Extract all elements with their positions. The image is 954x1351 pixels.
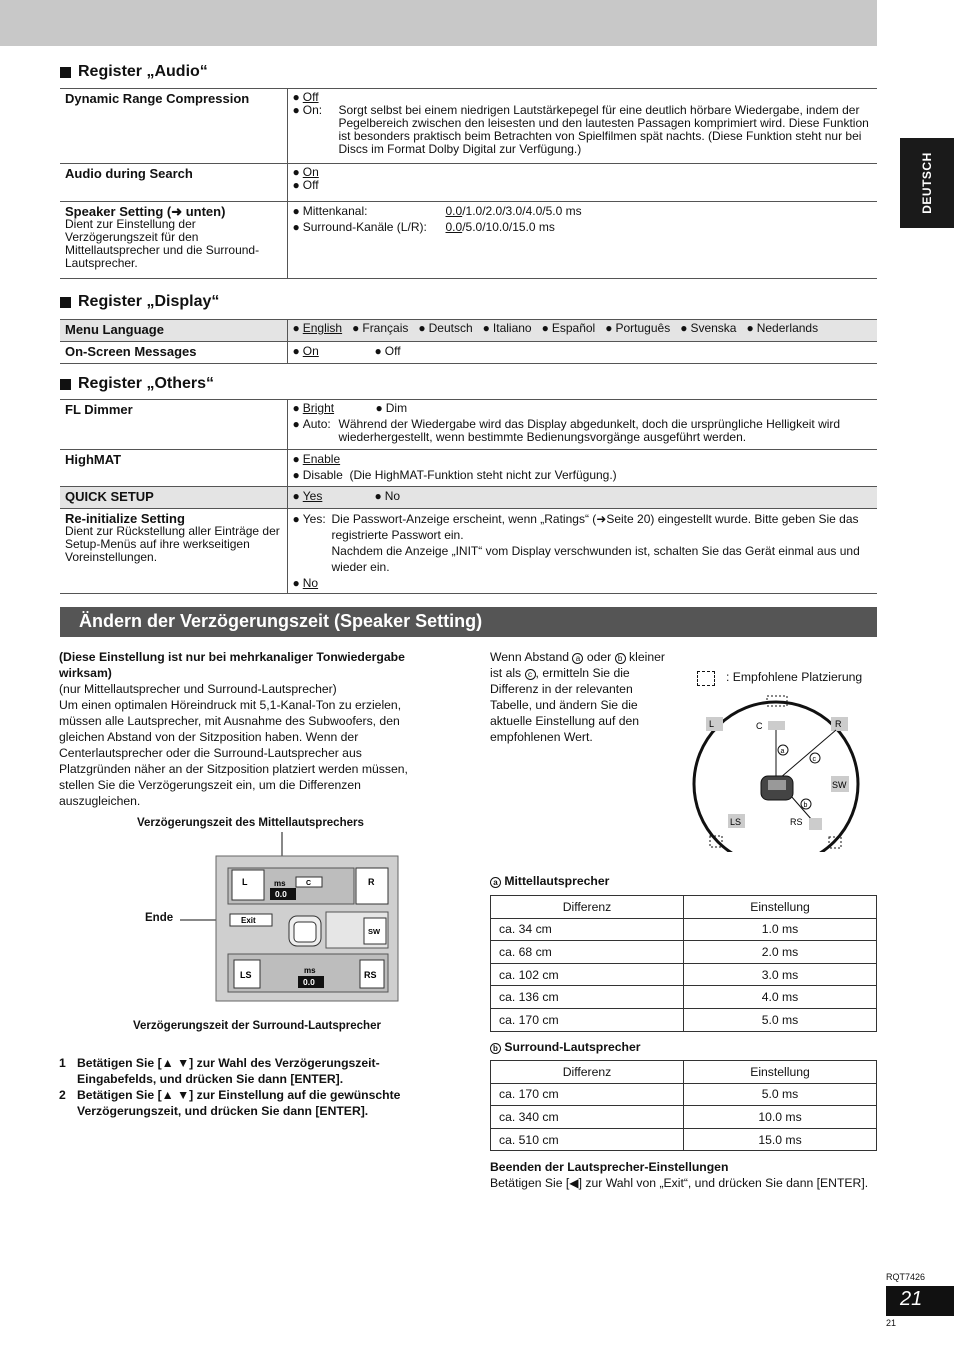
quick-yes-option: Yes [302, 489, 323, 503]
circle-b-icon: b [615, 653, 626, 664]
table-b-title-text: Surround-Lautsprecher [504, 1040, 641, 1054]
diff-cell: ca. 170 cm [491, 1008, 684, 1031]
surround-values: /5.0/10.0/15.0 ms [462, 220, 555, 234]
table-row [491, 1083, 877, 1106]
center-delay-table [490, 895, 877, 1032]
setting-cell: 1.0 ms [684, 918, 877, 941]
col-set-header: Einstellung [684, 896, 877, 919]
circle-a-icon: a [490, 877, 501, 888]
col-set-header: Einstellung [684, 1061, 877, 1084]
table-row [60, 202, 877, 279]
highmat-enable-option: Enable [302, 452, 341, 466]
speaker-desc: Dient zur Einstellung der Verzögerungszeit für den Mittellautsprecher und die Surround-Lautsprecher. [65, 217, 260, 270]
osm-label: On-Screen Messages [60, 342, 287, 364]
audio-table [60, 88, 877, 279]
others-heading [60, 375, 214, 393]
audio-heading-text: Register „Audio“ [78, 63, 208, 80]
fl-dimmer-options: ● Bright ● Dim ● Auto: Während der Wiedergabe wird das Display abgedunkelt, doch die ursprüngliche Helligkeit wird wiederhergestellt, wenn bestimmte Bedienungsvorgänge ausgeführt werden. [287, 400, 877, 450]
reinit-yes-key: Yes: [302, 512, 326, 526]
table-row [491, 918, 877, 941]
step1-text: Betätigen Sie [▲ ▼] zur Wahl des Verzögerungszeit-Eingabefelds, und drücken Sie dann [ENTER]. [77, 1056, 380, 1086]
search-off-option: Off [302, 178, 319, 192]
screen-R: R [368, 877, 375, 887]
display-heading [60, 293, 219, 311]
fl-dimmer-label: FL Dimmer [60, 400, 287, 450]
top-bar [0, 0, 877, 46]
right-text-2: oder [586, 650, 612, 664]
end-instructions [490, 1159, 877, 1191]
table-row [491, 941, 877, 964]
diagram-R: R [835, 719, 842, 729]
diagram-b: b [803, 802, 808, 809]
screen-ms-bottom: ms [304, 966, 316, 975]
table-row [491, 1128, 877, 1151]
quick-no-option: No [384, 489, 401, 503]
speaker-placement-diagram [688, 692, 863, 852]
end-text: Betätigen Sie [◀] zur Wahl von „Exit“, und drücken Sie dann [ENTER]. [490, 1176, 869, 1190]
diagram-C: C [756, 721, 763, 731]
intro-sub: (nur Mittellautsprecher und Surround-Lautsprecher) [59, 682, 337, 696]
drc-label: Dynamic Range Compression [60, 89, 287, 164]
intro-text [59, 649, 429, 809]
reinit-no-option: No [302, 576, 319, 590]
screen-C: C [306, 880, 312, 887]
reinit-options: ● Yes: Die Passwort-Anzeige erscheint, wenn „Ratings“ (➜Seite 20) eingestellt wurde. Bitte geben Sie das registrierte Passwort ein. Nachdem die Anzeige „INIT“ vom Display verschwunden ist, schalten Sie das Gerät einmal aus und wieder ein. ● No [287, 509, 877, 594]
language-option: ● Deutsch [418, 321, 473, 335]
language-option: ● Français [352, 321, 409, 335]
drc-on-key: On: [302, 103, 323, 117]
highmat-options: ● Enable ● Disable (Die HighMAT-Funktion steht nicht zur Verfügung.) [287, 450, 877, 487]
osm-off-option: Off [384, 344, 401, 358]
table-header-row [491, 896, 877, 919]
table-row [60, 342, 877, 364]
right-text-3: kleiner ist als [490, 650, 665, 680]
setting-cell: 4.0 ms [684, 986, 877, 1009]
setting-cell: 5.0 ms [684, 1008, 877, 1031]
col-diff-header: Differenz [491, 1061, 684, 1084]
highmat-label: HighMAT [60, 450, 287, 487]
table-row [60, 450, 877, 487]
col-diff-header: Differenz [491, 896, 684, 919]
dashed-square-icon [697, 671, 715, 686]
table-b-title [490, 1039, 641, 1055]
drc-on-text: Sorgt selbst bei einem niedrigen Lautstärkepegel für eine deutlich hörbare Wiedergabe, indem der Pegelbereich zwischen den leisesten und den lautesten Passagen komprimiert wird. Diese Funktion ist besonders praktisch beim Betrachten von Spielfilmen spät nachts. (Diese Funktion steht nur bei Discs im Format Dolby Digital zur Verfügung.) [338, 103, 869, 156]
osm-options: ● On ● Off [287, 342, 877, 364]
center-default: 0.0 [445, 204, 463, 218]
intro-body: Um einen optimalen Höreindruck mit 5,1-Kanal-Ton zu erzielen, müssen alle Lautsprecher, mit Ausnahme des Subwoofers, den gleichen Abstand von der Sitzposition haben. Wenn der Centerlautsprecher oder die Surround-Lautsprecher aus Platzgründen näher an der Sitzposition platziert werden müssen, stellen Sie die Verzögerungszeit ein, um die Differenzen auszugleichen. [59, 698, 408, 808]
diagram-c: c [812, 756, 816, 763]
speaker-label-text: Speaker Setting (➜ unten) [65, 204, 226, 219]
fl-auto-text: Während der Wiedergabe wird das Display abgedunkelt, doch die ursprüngliche Helligkeit wird wiederhergestellt, wenn bestimmte Bedienungsvorgänge ausgeführt werden. [338, 417, 841, 444]
table-a-title [490, 873, 609, 889]
diagram-bottom-label: Verzögerungszeit der Surround-Lautsprecher [133, 1020, 381, 1032]
setting-cell: 5.0 ms [684, 1083, 877, 1106]
menu-language-options [287, 320, 877, 342]
language-option: ● Português [605, 321, 671, 335]
language-tab [900, 138, 954, 228]
center-values: /1.0/2.0/3.0/4.0/5.0 ms [462, 204, 582, 218]
table-row [60, 89, 877, 164]
seat-cushion [294, 922, 316, 942]
reinit-desc: Dient zur Rückstellung aller Einträge der Setup-Menüs auf ihre werkseitigen Voreinstellungen. [65, 524, 280, 564]
display-table [60, 319, 877, 364]
quick-setup-label: QUICK SETUP [60, 487, 287, 509]
reinit-label-text: Re-initialize Setting [65, 511, 185, 526]
RS-speaker [809, 818, 822, 830]
audio-heading [60, 63, 208, 81]
setting-cell: 2.0 ms [684, 941, 877, 964]
table-row [491, 963, 877, 986]
end-title: Beenden der Lautsprecher-Einstellungen [490, 1160, 729, 1174]
L-box [232, 870, 264, 900]
C-speaker [768, 721, 785, 730]
center-label: Mittenkanal: [302, 204, 368, 218]
display-heading-text: Register „Display“ [78, 293, 220, 310]
square-bullet-icon [60, 297, 71, 308]
screen-center-value: 0.0 [275, 889, 287, 899]
reinit-yes-text1: Die Passwort-Anzeige erscheint, wenn „Ratings“ (➜Seite 20) eingestellt wurde. Bitte geben Sie das registrierte Passwort ein. [331, 512, 859, 542]
diagram-a: a [780, 748, 785, 755]
diff-cell: ca. 340 cm [491, 1106, 684, 1129]
fl-auto-key: Auto: [302, 417, 331, 431]
menu-language-label: Menu Language [60, 320, 287, 342]
quick-setup-options: ● Yes ● No [287, 487, 877, 509]
diagram-top-label: Verzögerungszeit des Mittellautsprechers [137, 817, 364, 829]
right-text-1: Wenn Abstand [490, 650, 570, 664]
listener-seat-back [768, 780, 786, 790]
intro-bold: (Diese Einstellung ist nur bei mehrkanaliger Tonwiedergabe wirksam) [59, 650, 405, 680]
language-option: ● Svenska [680, 321, 737, 335]
screen-surround-value: 0.0 [303, 977, 315, 987]
surround-default: 0.0 [445, 220, 463, 234]
highmat-disable-option: Disable [302, 468, 343, 482]
diagram-SW: SW [832, 780, 847, 790]
diff-cell: ca. 510 cm [491, 1128, 684, 1151]
others-heading-text: Register „Others“ [78, 375, 215, 392]
screen-SW: SW [368, 927, 381, 936]
search-options: ● On ● Off [287, 164, 877, 202]
diff-cell: ca. 34 cm [491, 918, 684, 941]
language-option: ● English [292, 321, 343, 335]
legend-text: : Empfohlene Platzierung [726, 670, 863, 684]
steps [59, 1055, 429, 1119]
distance-c-line [780, 730, 836, 778]
screen-L: L [242, 877, 248, 887]
section-banner: Ändern der Verzögerungszeit (Speaker Setting) [60, 607, 877, 637]
others-table [60, 399, 877, 594]
diff-cell: ca. 68 cm [491, 941, 684, 964]
table-row [491, 1106, 877, 1129]
right-text-4: , ermitteln Sie die Differenz in der relevanten Tabelle, und ändern Sie die aktuelle Einstellung auf den empfohlenen Wert. [490, 666, 640, 744]
diff-cell: ca. 136 cm [491, 986, 684, 1009]
screen-LS: LS [240, 970, 252, 980]
table-a-title-text: Mittellautsprecher [504, 874, 610, 888]
table-row [60, 320, 877, 342]
square-bullet-icon [60, 379, 71, 390]
circle-c-icon: c [525, 669, 536, 680]
screen-ms-top: ms [274, 879, 286, 888]
table-header-row [491, 1061, 877, 1084]
table-row [60, 487, 877, 509]
table-row [60, 164, 877, 202]
osm-on-option: On [302, 344, 319, 358]
setting-cell: 10.0 ms [684, 1106, 877, 1129]
fl-bright-option: Bright [302, 401, 335, 415]
diagram-L: L [709, 719, 715, 729]
step1-number: 1 [59, 1056, 66, 1070]
surround-delay-table [490, 1060, 877, 1151]
table-row [60, 509, 877, 594]
reinit-label [60, 509, 287, 594]
setting-cell: 3.0 ms [684, 963, 877, 986]
circle-b-icon: b [490, 1043, 501, 1054]
reinit-yes-text2: Nachdem die Anzeige „INIT“ vom Display verschwunden ist, schalten Sie das Gerät einmal aus und wieder ein. [331, 544, 860, 574]
language-tab-label: DEUTSCH [920, 152, 935, 214]
drc-options: ● Off ● On: Sorgt selbst bei einem niedrigen Lautstärkepegel für eine deutlich hörbare Wiedergabe, indem der Pegelbereich zwischen den leisesten und den lautesten Passagen komprimiert wird. Diese Funktion ist besonders praktisch beim Betrachten von Spielfilmen spät nachts. (Diese Funktion steht nur bei Discs im Format Dolby Digital zur Verfügung.) [287, 89, 877, 164]
circle-a-icon: a [572, 653, 583, 664]
language-option: ● Español [541, 321, 596, 335]
table-row [60, 400, 877, 450]
diagram-LS: LS [730, 817, 742, 827]
speaker-label [60, 202, 287, 279]
diagram-end-label: Ende [145, 912, 174, 924]
table-row [491, 1008, 877, 1031]
page-number-small: 21 [886, 1318, 897, 1328]
language-list [293, 322, 873, 335]
search-label: Audio during Search [60, 164, 287, 202]
surround-label: Surround-Kanäle (L/R): [302, 220, 427, 234]
speaker-setting-screen [170, 830, 410, 1002]
table-row [491, 986, 877, 1009]
speaker-options: ● Mittenkanal: 0.0 /1.0/2.0/3.0/4.0/5.0 ms ● Surround-Kanäle (L/R): 0.0 /5.0/10.0/15.0 ms [287, 202, 877, 279]
highmat-disable-note: (Die HighMAT-Funktion steht nicht zur Verfügung.) [349, 468, 617, 482]
screen-RS: RS [364, 970, 377, 980]
search-on-option: On [302, 165, 319, 179]
fl-dim-option: Dim [385, 401, 408, 415]
setting-cell: 15.0 ms [684, 1128, 877, 1151]
diff-cell: ca. 170 cm [491, 1083, 684, 1106]
right-intro [490, 649, 670, 745]
step2-number: 2 [59, 1088, 66, 1102]
page-number: 21 [886, 1286, 954, 1316]
square-bullet-icon [60, 67, 71, 78]
language-option: ● Nederlands [746, 321, 819, 335]
language-option: ● Italiano [482, 321, 532, 335]
document-code: RQT7426 [886, 1272, 926, 1282]
screen-exit: Exit [241, 916, 256, 925]
diff-cell: ca. 102 cm [491, 963, 684, 986]
step2-text: Betätigen Sie [▲ ▼] zur Einstellung auf die gewünschte Verzögerungszeit, und drücken Sie dann [ENTER]. [77, 1088, 401, 1118]
drc-off-option: Off [302, 90, 319, 104]
diagram-RS: RS [790, 817, 803, 827]
